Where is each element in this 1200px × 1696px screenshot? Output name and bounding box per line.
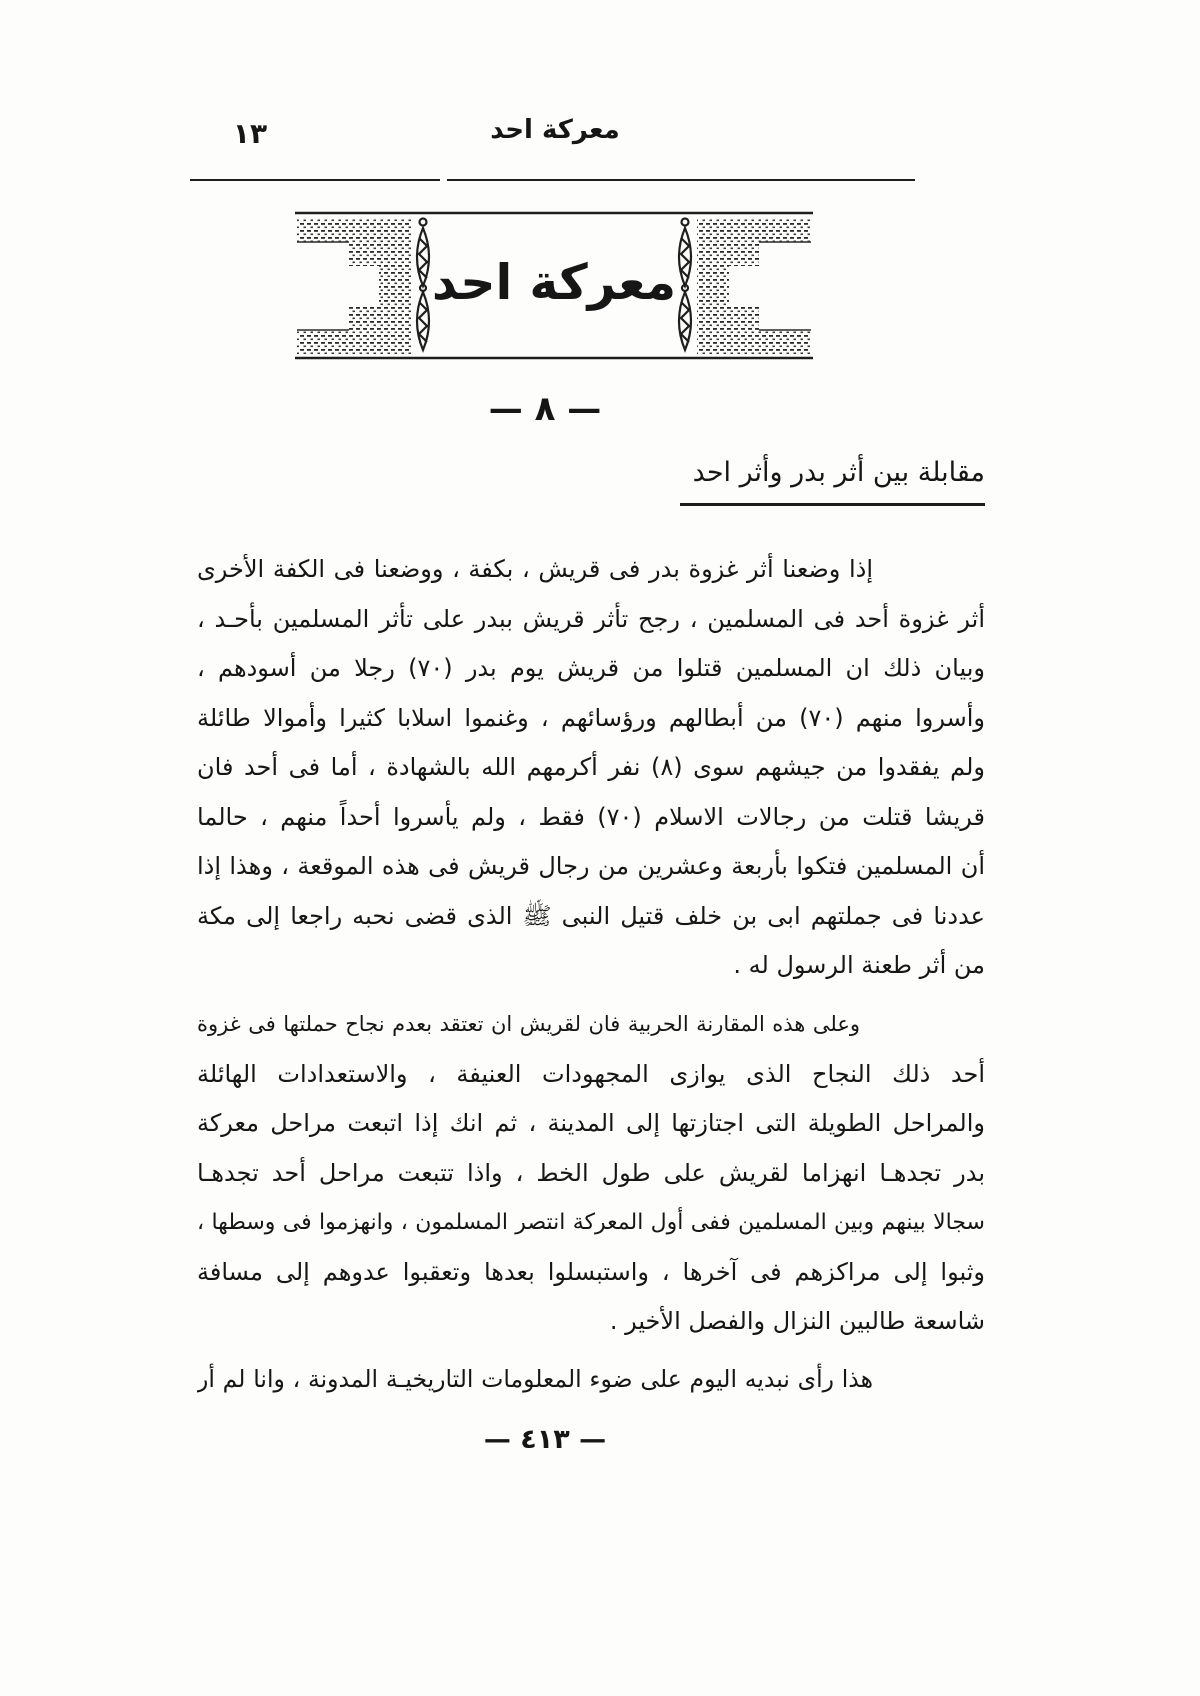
text-line: والمراحل الطويلة التى اجتازتها إلى المدينة ، ثم انك إذا اتبعت مراحل معركة: [197, 1109, 985, 1137]
text-line: شاسعة طالبين النزال والفصل الأخير .: [609, 1307, 985, 1335]
text-line: هذا رأى نبديه اليوم على ضوء المعلومات التاريخيـة المدونة ، وانا لم أر: [197, 1365, 873, 1393]
banner-ornament-left: [417, 219, 429, 351]
text-line: وعلى هذه المقارنة الحربية فان لقريش ان تعتقد بعدم نجاح حملتها فى غزوة: [197, 1012, 860, 1036]
header-rule-left: [190, 179, 440, 181]
banner-pattern-left: [297, 218, 411, 354]
text-line: بدر تجدهـا انهزاما لقريش على طول الخط ، واذا تتبعت مراحل أحد تجدهـا: [197, 1158, 985, 1187]
text-line: من أثر طعنة الرسول له .: [733, 951, 985, 979]
heading-underline: [680, 503, 985, 506]
footer-page-number: — ٤١٣ —: [483, 1424, 607, 1455]
text-line: سجالا بينهم وبين المسلمين ففى أول المعركة انتصر المسلمون ، وانهزموا فى وسطها ،: [197, 1210, 985, 1235]
text-line: أثر غزوة أحد فى المسلمين ، رجح تأثر قريش ببدر على تأثر المسلمين بأحـد ،: [197, 604, 985, 633]
section-number: — ٨ —: [488, 389, 602, 429]
paragraph-2: [197, 1000, 985, 1347]
paragraph-1: [197, 545, 985, 991]
banner-ornament-right: [679, 219, 691, 351]
banner-pattern-right: [697, 218, 811, 354]
text-line: قريشا قتلت من رجالات الاسلام (٧٠) فقط ، ولم يأسروا أحداً منهم ، حالما: [197, 802, 985, 831]
text-line: وثبوا إلى مراكزهم فى آخرها ، واستبسلوا بعدها وتعقبوا عدوهم إلى مسافة: [197, 1257, 985, 1286]
text-line: إذا وضعنا أثر غزوة بدر فى قريش ، بكفة ، ووضعنا فى الكفة الأخرى: [197, 555, 873, 583]
paragraph-3: [197, 1355, 985, 1405]
text-line: وبيان ذلك ان المسلمين قتلوا من قريش يوم بدر (٧٠) رجلا من أسودهم ،: [197, 654, 985, 682]
banner-title: معركة احد: [431, 254, 677, 311]
header-rule-right: [447, 179, 915, 181]
text-line: أن المسلمين فتكوا بأربعة وعشرين من رجال قريش فى هذه الموقعة ، وهذا إذا: [197, 852, 985, 880]
text-line: وأسروا منهم (٧٠) من أبطالهم ورؤسائهم ، وغنموا اسلابا كثيرا وأموالا طائلة: [197, 703, 985, 732]
running-header-title: معركة احد: [490, 115, 620, 145]
text-line: عددنا فى جملتهم ابى بن خلف قتيل النبى ﷺ الذى قضى نحبه راجعا إلى مكة: [197, 901, 985, 930]
section-heading: مقابلة بين أثر بدر وأثر احد: [692, 457, 985, 488]
text-line: أحد ذلك النجاح الذى يوازى المجهودات العنيفة ، والاستعدادات الهائلة: [197, 1059, 985, 1088]
running-header-page-number: ١٣: [232, 117, 268, 150]
text-line: ولم يفقدوا من جيشهم سوى (٨) نفر أكرمهم الله بالشهادة ، أما فى أحد فان: [197, 753, 985, 781]
